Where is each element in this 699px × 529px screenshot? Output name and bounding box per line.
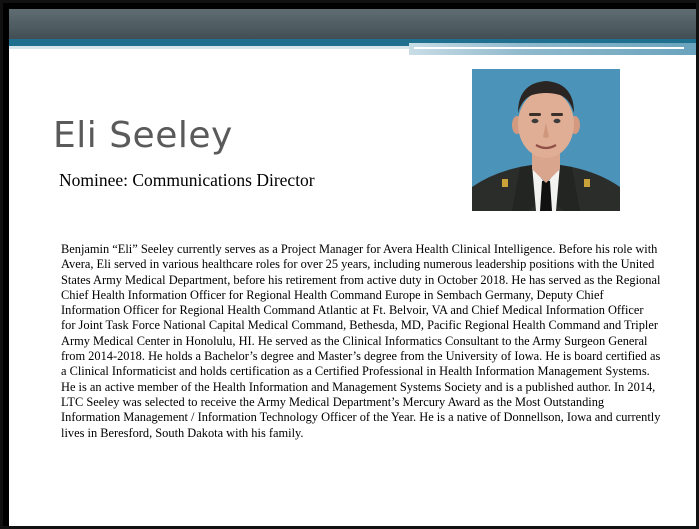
slide-canvas — [9, 9, 696, 526]
page-title: Eli Seeley — [53, 115, 233, 156]
header-accent-highlight — [409, 43, 696, 55]
header-accent-line — [414, 47, 684, 49]
portrait-photo — [472, 69, 620, 211]
nominee-subtitle: Nominee: Communications Director — [59, 170, 315, 190]
nominee-biography: Benjamin “Eli” Seeley currently serves as a Project Manager for Avera Health Clinical Intelligence. Before his role with Avera, Eli served in various healthcare roles for over 25 years, including numerous leadership positions with the United States Army Medical Department, before his retirement from active duty in October 2018. He has served as the Regional Chief Health Information Officer for Regional Health Command Europe in Sembach Germany, Deputy Chief Information Officer for Regional Health Command Atlantic at Ft. Belvoir, VA and Chief Medical Information Officer for Joint Task Force National Capital Medical Command, Bethesda, MD, Pacific Regional Health Command and Tripler Army Medical Center in Honolulu, HI. He served as the Clinical Informatics Consultant to the Army Surgeon General from 2014-2018. He holds a Bachelor’s degree and Master’s degree from the University of Iowa. He is board certified as a Clinical Informaticist and holds certification as a Certified Professional in Health Information Management Systems. He is an active member of the Health Information and Management Systems Society and is a published author. In 2014, LTC Seeley was selected to receive the Army Medical Department’s Mercury Award as the Most Outstanding Information Management / Information Technology Officer of the Year. He is a native of Donnellson, Iowa and currently lives in Beresford, South Dakota with his family. — [61, 242, 661, 440]
header-band — [9, 9, 696, 41]
portrait-illustration — [472, 69, 620, 211]
header-accent-thin — [9, 46, 409, 49]
